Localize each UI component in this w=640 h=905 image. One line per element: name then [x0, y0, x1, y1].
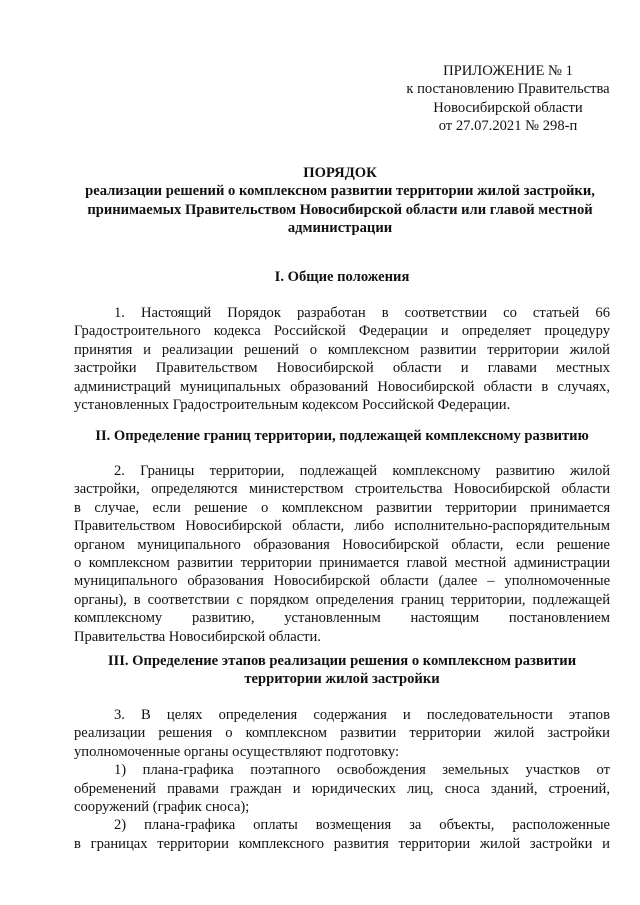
p1-line: Градостроительного кодекса Российской Федерации и определяет процедуру: [74, 323, 610, 340]
p3-line: 3. В целях определения содержания и последовательности этапов: [114, 707, 610, 723]
p3-line: уполномоченные органы осуществляют подготовку:: [74, 743, 400, 760]
appendix-block: [388, 62, 628, 136]
paragraph-2: [74, 462, 610, 646]
title-line-2: принимаемых Правительством Новосибирской области или главой местной: [87, 201, 593, 218]
paragraph-1: [74, 304, 610, 414]
p1-line: застройки Правительством Новосибирской области и главами местных: [74, 360, 610, 377]
p2-line: органы), в соответствии с порядком определения границ территории, подлежащей: [74, 591, 610, 608]
p5-line: в границах территории комплексного развития территории жилой застройки и: [74, 835, 610, 852]
section-heading-2: II. Определение границ территории, подлежащей комплексному развитию: [95, 428, 589, 444]
section-heading-1: I. Общие положения: [274, 269, 410, 285]
appendix-region: Новосибирской области: [433, 99, 583, 116]
p2-line: застройки, определяются министерством строительства Новосибирской области: [74, 481, 610, 498]
appendix-number: ПРИЛОЖЕНИЕ № 1: [443, 63, 573, 79]
p2-line: 2. Границы территории, подлежащей комплексному развитию жилой: [114, 463, 610, 479]
p2-line: Правительством Новосибирской области, либо исполнительно-распорядительным: [74, 518, 610, 535]
p2-line: комплексному развитию, установленным настоящим постановлением: [74, 610, 610, 627]
p4-line: обременений правами граждан и юридических лиц, сноса зданий, строений,: [74, 780, 610, 797]
p4-line: 1) плана-графика поэтапного освобождения земельных участков от: [114, 762, 610, 779]
p2-line: муниципального образования Новосибирской области (далее – уполномоченные: [74, 573, 610, 590]
p1-line: 1. Настоящий Порядок разработан в соответствии со статьей 66: [114, 305, 610, 321]
p2-line: о комплексном развитии территории принимается главой местной администрации: [74, 555, 610, 572]
section-3-line-1: III. Определение этапов реализации решения о комплексном развитии: [107, 653, 577, 669]
section-heading-3: [74, 652, 610, 689]
p3-line: реализации решения о комплексном развитии территории жилой застройки: [74, 725, 610, 742]
title-line-1: реализации решений о комплексном развитии территории жилой застройки,: [85, 183, 595, 200]
p2-line: в случае, если решение о комплексном развитии территории принимается: [74, 499, 610, 516]
p2-line: органом муниципального образования Новосибирской области, если решение: [74, 536, 610, 553]
paragraph-3: [74, 706, 610, 853]
p4-line: сооружений (график сноса);: [74, 799, 250, 816]
appendix-ref: к постановлению Правительства: [406, 81, 610, 98]
p1-line: принятия и реализации решений о комплексном развитии территории жилой: [74, 341, 610, 358]
section-3-line-2: территории жилой застройки: [244, 671, 440, 688]
title-main: ПОРЯДОК: [303, 165, 377, 181]
title-line-3: администрации: [287, 220, 393, 237]
appendix-date: от 27.07.2021 № 298-п: [438, 118, 578, 135]
p2-line: Правительства Новосибирской области.: [74, 628, 321, 645]
document-title: [70, 164, 610, 238]
p5-line: 2) плана-графика оплаты возмещения за объекты, расположенные: [114, 817, 610, 834]
p1-line: администраций муниципальных образований Новосибирской области в случаях,: [74, 378, 610, 395]
p1-line: установленных Градостроительным кодексом Российской Федерации.: [74, 397, 511, 414]
